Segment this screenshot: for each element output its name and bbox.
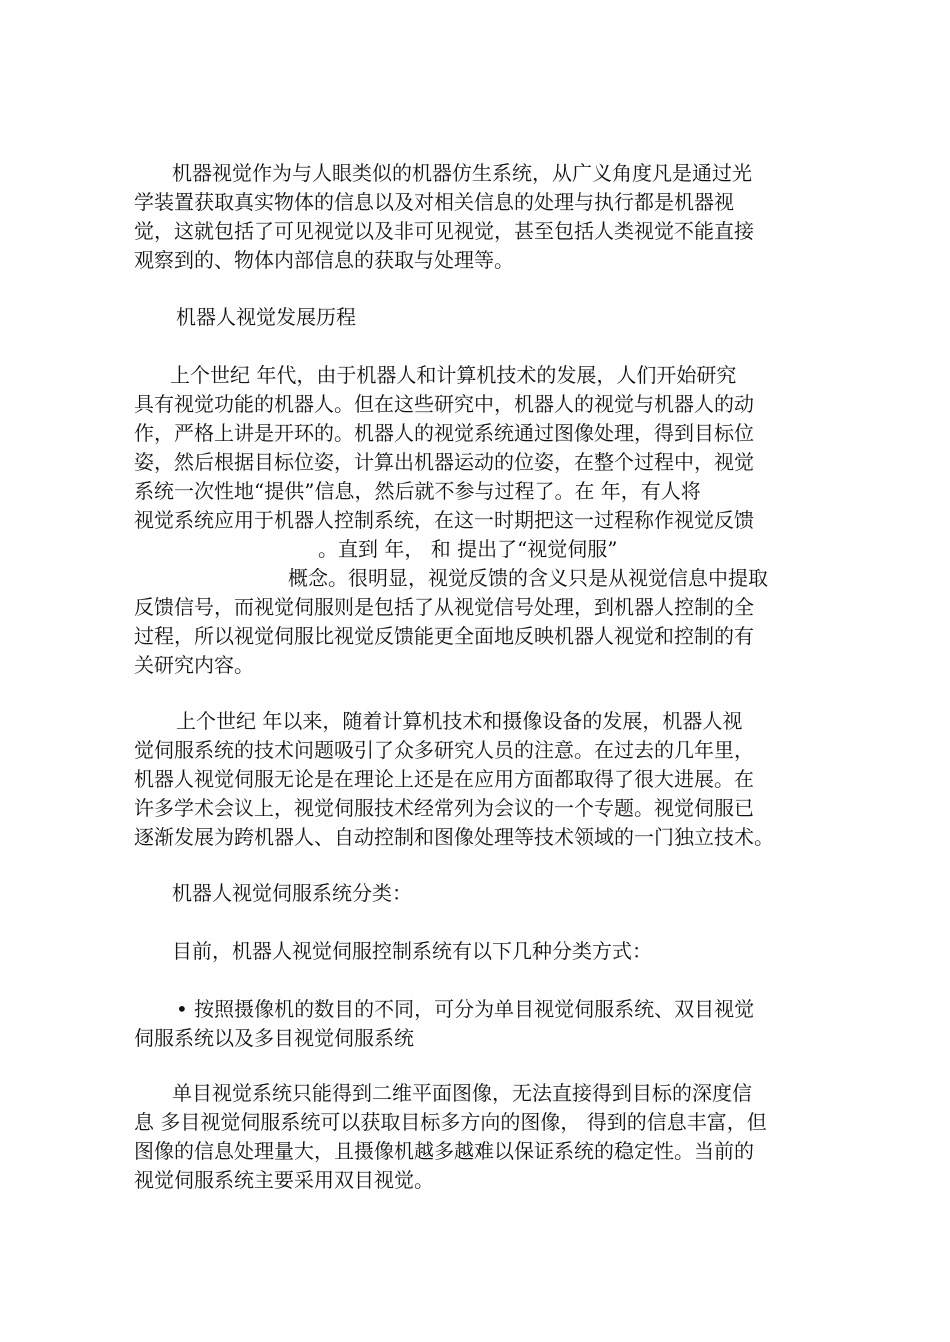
bullet-item-line-2: 伺服系统以及多目视觉伺服系统 [134,1026,414,1050]
paragraph-4: 目前，机器人视觉伺服控制系统有以下几种分类方式： [172,939,652,963]
paragraph-1-line-3: 觉，这就包括了可见视觉以及非可见视觉，甚至包括人类视觉不能直接 [134,219,754,243]
paragraph-2-line-6: 视觉系统应用于机器人控制系统，在这一时期把这一过程称作视觉反馈 [134,508,754,532]
paragraph-5-line-4: 视觉伺服系统主要采用双目视觉。 [134,1168,434,1192]
paragraph-2-line-4: 姿，然后根据目标位姿，计算出机器运动的位姿，在整个过程中，视觉 [134,450,754,474]
paragraph-2-line-5: 系统一次性地“提供”信息，然后就不参与过程了。在 年，有人将 [134,479,701,503]
paragraph-2-line-11: 关研究内容。 [134,653,254,677]
paragraph-2-line-10: 过程，所以视觉伺服比视觉反馈能更全面地反映机器人视觉和控制的有 [134,624,754,648]
paragraph-2-line-2: 具有视觉功能的机器人。但在这些研究中，机器人的视觉与机器人的动 [134,392,754,416]
paragraph-3-line-3: 机器人视觉伺服无论是在理论上还是在应用方面都取得了很大进展。在 [134,767,754,791]
paragraph-2-line-9: 反馈信号，而视觉伺服则是包括了从视觉信号处理，到机器人控制的全 [134,595,754,619]
paragraph-5-line-3: 图像的信息处理量大，且摄像机越多越难以保证系统的稳定性。当前的 [134,1139,754,1163]
paragraph-3-line-2: 觉伺服系统的技术问题吸引了众多研究人员的注意。在过去的几年里， [134,738,754,762]
bullet-item-line-1: • 按照摄像机的数目的不同，可分为单目视觉伺服系统、双目视觉 [176,997,755,1021]
paragraph-3-line-4: 许多学术会议上，视觉伺服技术经常列为会议的一个专题。视觉伺服已 [134,796,754,820]
section-heading-development: 机器人视觉发展历程 [176,305,356,329]
paragraph-3-line-5: 逐渐发展为跨机器人、自动控制和图像处理等技术领域的一门独立技术。 [134,825,774,849]
paragraph-2-line-3: 作，严格上讲是开环的。机器人的视觉系统通过图像处理，得到目标位 [134,421,754,445]
paragraph-1-line-2: 学装置获取真实物体的信息以及对相关信息的处理与执行都是机器视 [134,190,734,214]
paragraph-2-line-8: 概念。很明显，视觉反馈的含义只是从视觉信息中提取 [288,566,768,590]
paragraph-1-line-4: 观察到的、物体内部信息的获取与处理等。 [134,248,514,272]
paragraph-5-line-1: 单目视觉系统只能得到二维平面图像，无法直接得到目标的深度信 [172,1081,752,1105]
section-heading-classification: 机器人视觉伺服系统分类： [172,881,412,905]
paragraph-3-line-1: 上个世纪 年以来，随着计算机技术和摄像设备的发展，机器人视 [176,709,743,733]
paragraph-1-line-1: 机器视觉作为与人眼类似的机器仿生系统，从广义角度凡是通过光 [172,161,752,185]
paragraph-2-line-1: 上个世纪 年代，由于机器人和计算机技术的发展，人们开始研究 [170,363,737,387]
paragraph-5-line-2: 息 多目视觉伺服系统可以获取目标多方向的图像， 得到的信息丰富，但 [134,1110,767,1134]
paragraph-2-line-7: 。直到 年， 和 提出了“视觉伺服” [318,537,618,561]
